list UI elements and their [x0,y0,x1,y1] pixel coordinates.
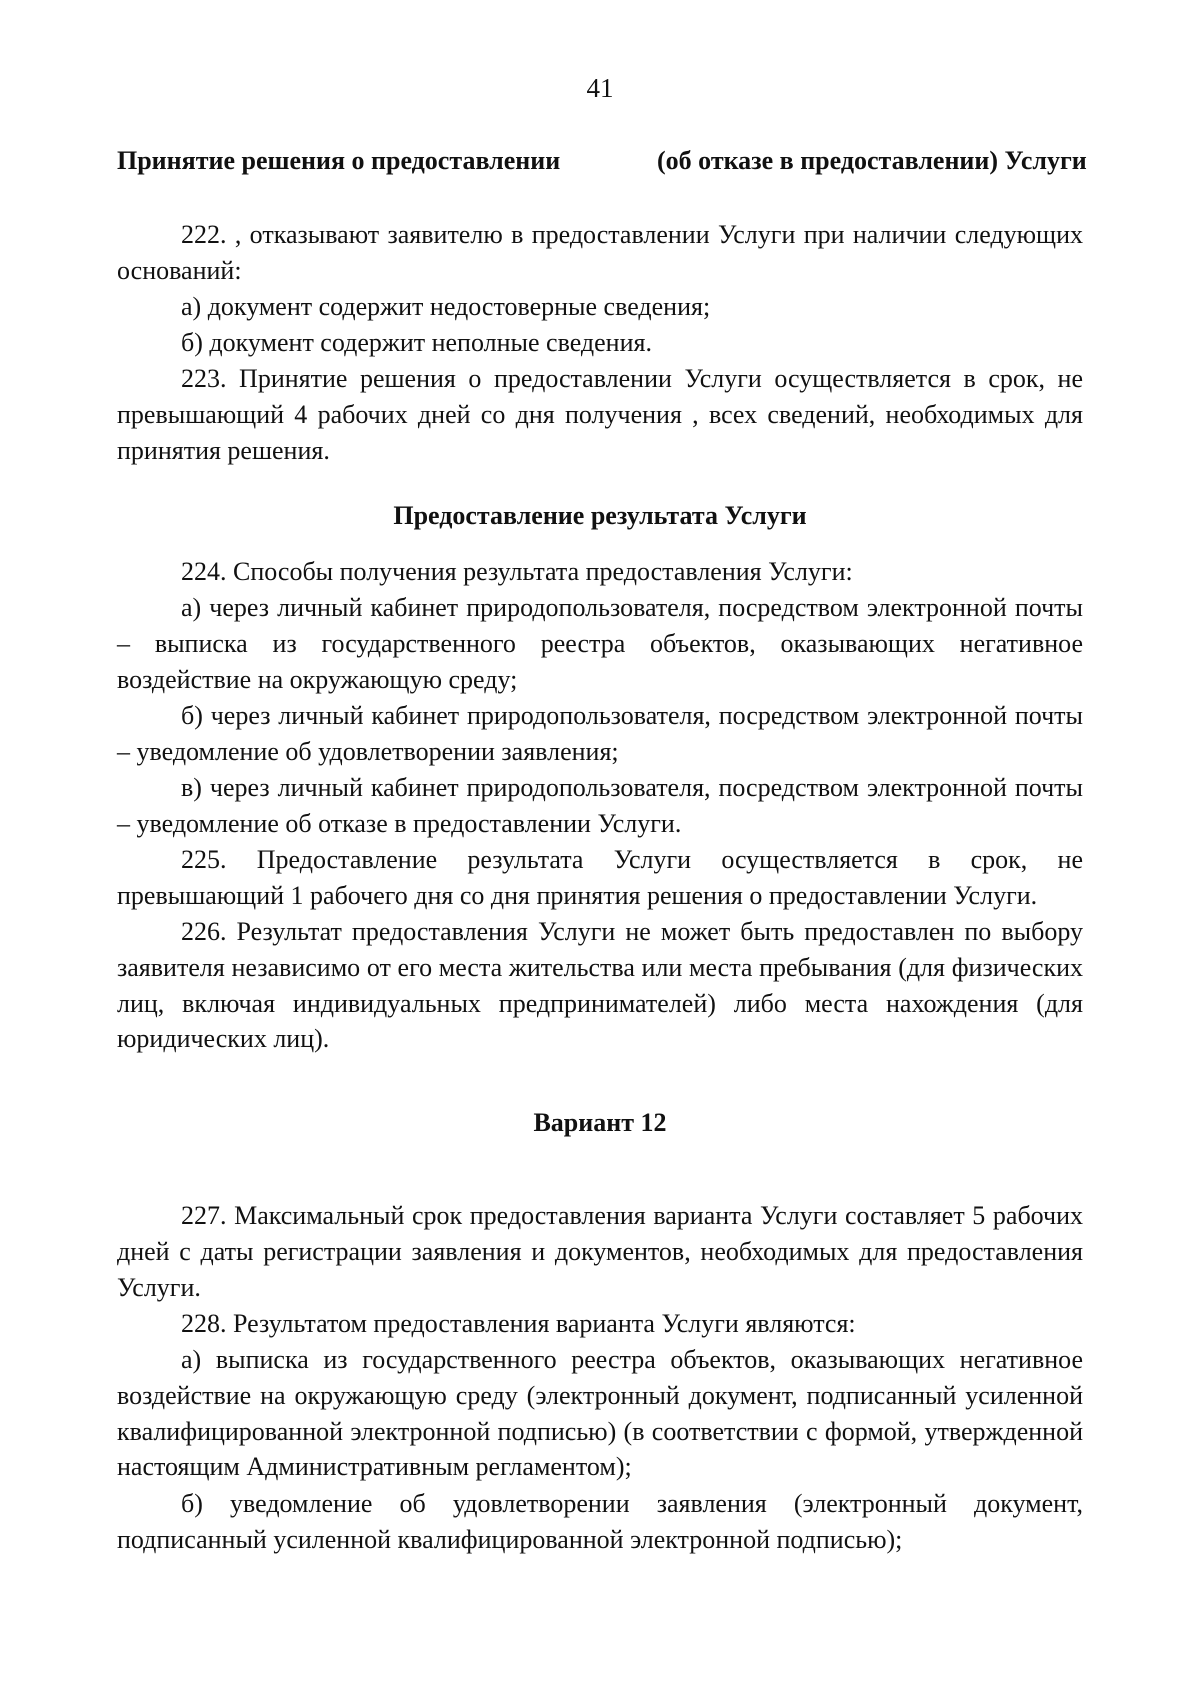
paragraph-222-a: а) документ содержит недостоверные сведения; [181,292,711,321]
paragraph-227: 227. Максимальный срок предоставления варианта Услуги составляет 5 рабочих дней с даты регистрации заявления и документов, необходимых для предоставления Услуги. [117,1201,1083,1302]
paragraph-224-c: в) через личный кабинет природопользователя, посредством электронной почты – уведомление об отказе в предоставлении Услуги. [117,773,1083,838]
paragraph-226: 226. Результат предоставления Услуги не может быть предоставлен по выбору заявителя независимо от его места жительства или места пребывания (для физических лиц, включая индивидуальных предпринимателей) либо места нахождения (для юридических лиц). [117,917,1083,1054]
section-heading-variant: Вариант 12 [533,1108,667,1137]
section-heading-result: Предоставление результата Услуги [393,501,807,530]
paragraph-225: 225. Предоставление результата Услуги осуществляется в срок, не превышающий 1 рабочего дня со дня принятия решения о предоставлении Услуги. [117,845,1083,910]
paragraph-224-b: б) через личный кабинет природопользователя, посредством электронной почты – уведомление об удовлетворении заявления; [117,701,1083,766]
page-number: 41 [586,73,614,103]
section-heading-decision-left: Принятие решения о предоставлении [117,146,561,175]
paragraph-222: 222. , отказывают заявителю в предоставлении Услуги при наличии следующих оснований: [117,220,1083,285]
section-heading-decision-right: (об отказе в предоставлении) Услуги [657,146,1087,175]
paragraph-223: 223. Принятие решения о предоставлении Услуги осуществляется в срок, не превышающий 4 рабочих дней со дня получения , всех сведений, необходимых для принятия решения. [117,364,1083,465]
paragraph-228-b: б) уведомление об удовлетворении заявления (электронный документ, подписанный усиленной квалифицированной электронной подписью); [117,1489,1083,1554]
paragraph-222-b: б) документ содержит неполные сведения. [181,328,652,357]
paragraph-228: 228. Результатом предоставления варианта Услуги являются: [181,1309,856,1338]
paragraph-228-a: а) выписка из государственного реестра объектов, оказывающих негативное воздействие на окружающую среду (электронный документ, подписанный усиленной квалифицированной электронной подписью) (в соответствии с формой, утвержденной настоящим Административным регламентом); [117,1345,1083,1482]
paragraph-224-a: а) через личный кабинет природопользователя, посредством электронной почты – выписка из государственного реестра объектов, оказывающих негативное воздействие на окружающую среду; [117,593,1083,694]
paragraph-224: 224. Способы получения результата предоставления Услуги: [181,557,853,586]
